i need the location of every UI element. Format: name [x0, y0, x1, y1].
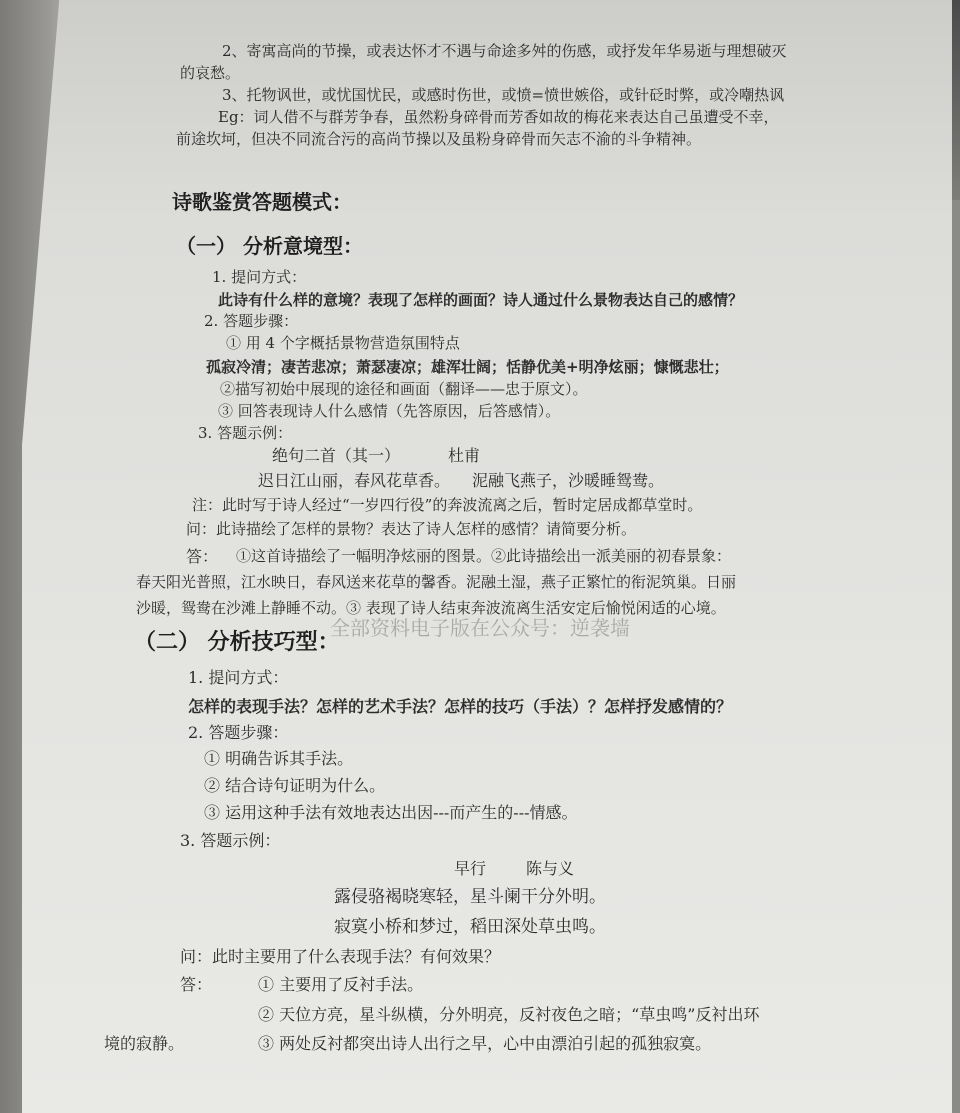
step-item: ① 用 4 个字概括景物营造氛围特点 — [226, 334, 460, 352]
step-item: ②描写初始中展现的途径和画面（翻译——忠于原文）。 — [220, 380, 588, 398]
poem-title: 早行 — [454, 859, 487, 878]
section-heading: （二） 分析技巧型： — [134, 630, 340, 655]
note-text: 注：此时写于诗人经过“一岁四行役”的奔波流离之后，暂时定居成都草堂时。 — [192, 496, 703, 514]
poem-author: 杜甫 — [448, 446, 481, 465]
poem-line: 露侵骆褐晓寒轻，星斗阑干分外明。 — [334, 887, 606, 907]
poem-line: 泥融飞燕子，沙暖睡鸳鸯。 — [472, 471, 665, 490]
step-item: ① 明确告诉其手法。 — [204, 749, 354, 768]
text-line: 前途坎坷，但决不同流合污的高尚节操以及虽粉身碎骨而矢志不渝的斗争精神。 — [176, 130, 702, 148]
step-item: ③ 回答表现诗人什么感情（先答原因，后答感情）。 — [218, 402, 561, 420]
answer-text: 春天阳光普照，江水映日，春风送来花草的馨香。泥融土湿，燕子正繁忙的衔泥筑巢。日丽 — [136, 573, 737, 591]
poem-line: 迟日江山丽，春风花草香。 — [258, 471, 451, 490]
page-title: 诗歌鉴赏答题模式： — [172, 190, 352, 214]
answer-label: 答： — [186, 547, 219, 566]
question-pattern: 此诗有什么样的意境？表现了怎样的画面？诗人通过什么景物表达自己的感情？ — [218, 291, 744, 309]
answer-text: ①这首诗描绘了一幅明净炫丽的图景。②此诗描绘出一派美丽的初春景象： — [236, 547, 732, 565]
answer-text: 沙暖，鸳鸯在沙滩上静睡不动。③ 表现了诗人结束奔波流离生活安定后愉悦闲适的心境。 — [136, 599, 726, 617]
poem-line: 寂寞小桥和梦过，稻田深处草虫鸣。 — [334, 917, 606, 937]
text-line: 的哀愁。 — [180, 64, 241, 82]
label: 2. 答题步骤： — [204, 312, 299, 330]
text-line: Eg：词人借不与群芳争春，虽然粉身碎骨而芳香如故的梅花来表达自己虽遭受不幸， — [218, 108, 779, 126]
label: 1. 提问方式： — [212, 268, 307, 286]
answer-text: ③ 两处反衬都突出诗人出行之早，心中由漂泊引起的孤独寂寞。 — [258, 1034, 712, 1053]
question-pattern: 怎样的表现手法？怎样的艺术手法？怎样的技巧（手法）？怎样抒发感情的？ — [188, 697, 733, 716]
section-heading: （一） 分析意境型： — [176, 234, 363, 258]
poem-author: 陈与义 — [526, 859, 575, 878]
answer-text: ① 主要用了反衬手法。 — [258, 975, 424, 994]
text-line: 2、寄寓高尚的节操，或表达怀才不遇与命途多舛的伤感，或抒发年华易逝与理想破灭 — [222, 42, 787, 60]
question-text: 问：此时主要用了什么表现手法？有何效果？ — [180, 947, 501, 966]
label: 3. 答题示例： — [198, 424, 293, 442]
mood-words: 孤寂冷清；凄苦悲凉；萧瑟凄凉；雄浑壮阔；恬静优美+明净炫丽；慷慨悲壮； — [206, 358, 729, 376]
question-text: 问：此诗描绘了怎样的景物？表达了诗人怎样的感情？请简要分析。 — [186, 520, 637, 538]
answer-label: 答： — [180, 975, 213, 994]
answer-text: ② 天位方亮，星斗纵横，分外明亮，反衬夜色之暗；“草虫鸣”反衬出环 — [258, 1005, 760, 1024]
label: 2. 答题步骤： — [188, 723, 289, 742]
poem-title: 绝句二首（其一） — [272, 446, 401, 465]
label: 3. 答题示例： — [180, 831, 281, 850]
watermark: 全部资料电子版在公众号：逆袭墙 — [330, 616, 630, 640]
answer-text: 境的寂静。 — [104, 1034, 185, 1053]
step-item: ② 结合诗句证明为什么。 — [204, 776, 386, 795]
label: 1. 提问方式： — [188, 668, 289, 687]
step-item: ③ 运用这种手法有效地表达出因---而产生的---情感。 — [204, 803, 578, 822]
text-line: 3、托物讽世，或忧国忧民，或感时伤世，或愤=愤世嫉俗，或针砭时弊，或冷嘲热讽 — [222, 86, 785, 104]
